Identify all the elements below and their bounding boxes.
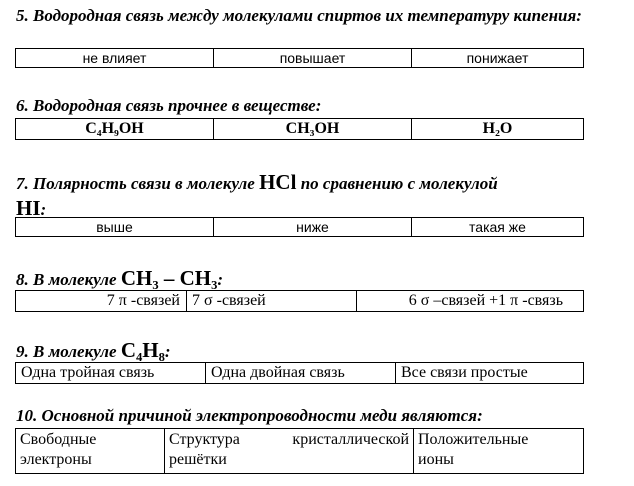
- answer-option[interactable]: CH₃OH: [214, 119, 412, 140]
- answer-option[interactable]: такая же: [412, 218, 584, 237]
- question-7-options: [15, 217, 584, 237]
- question-9-title: [16, 338, 616, 364]
- question-5-title: 5. Водородная связь между молекулами спиртов их температуру кипения:: [16, 6, 582, 25]
- answer-line: ионы: [418, 451, 454, 468]
- question-8-title: [16, 266, 616, 292]
- question-10-title: 10. Основной причиной электропроводности меди являются:: [16, 406, 483, 425]
- question-8-title-suffix: :: [217, 270, 224, 289]
- answer-line: электроны: [20, 451, 92, 468]
- answer-option[interactable]: [414, 429, 584, 474]
- question-9-title-suffix: :: [164, 342, 171, 361]
- answer-option[interactable]: [16, 429, 165, 474]
- question-8-formula: CH₃ – CH₃: [120, 266, 218, 290]
- answer-option[interactable]: [165, 429, 414, 474]
- answer-option[interactable]: Все связи простые: [396, 363, 584, 384]
- question-6-title: 6. Водородная связь прочнее в веществе:: [16, 96, 322, 115]
- question-8-title-prefix: 8. В молекуле: [16, 270, 117, 289]
- question-9-formula: C₄H₈: [120, 338, 165, 362]
- question-7-title-mid: по сравнению с молекулой: [300, 174, 498, 193]
- answer-line: решётки: [169, 451, 227, 468]
- answer-option[interactable]: 6 σ –связей +1 π -связь: [357, 291, 584, 312]
- answer-option[interactable]: ниже: [214, 218, 412, 237]
- question-9-title-prefix: 9. В молекуле: [16, 342, 117, 361]
- answer-option[interactable]: Одна тройная связь: [16, 363, 206, 384]
- question-7-title: [16, 170, 616, 222]
- question-8-options: [15, 290, 584, 312]
- question-7-title-prefix: 7. Полярность связи в молекуле: [16, 174, 255, 193]
- answer-option[interactable]: 7 σ -связей: [187, 291, 357, 312]
- question-10-options: [15, 428, 584, 474]
- answer-option[interactable]: повышает: [214, 49, 412, 68]
- answer-option[interactable]: понижает: [412, 49, 584, 68]
- answer-option[interactable]: 7 π -связей: [16, 291, 187, 312]
- answer-option[interactable]: Одна двойная связь: [206, 363, 396, 384]
- answer-line: Положительные: [418, 431, 529, 448]
- answer-option[interactable]: C₄H₉OH: [16, 119, 214, 140]
- question-7-formula-b: HI: [16, 196, 41, 220]
- answer-line: Структура кристаллической: [169, 431, 409, 448]
- answer-option[interactable]: H₂O: [412, 119, 584, 140]
- question-5-options: [15, 48, 584, 68]
- answer-option[interactable]: не влияет: [16, 49, 214, 68]
- question-9-options: [15, 362, 584, 384]
- answer-line: Свободные: [20, 431, 97, 448]
- question-6-options: [15, 118, 584, 140]
- question-7-formula-a: HCl: [259, 170, 297, 194]
- question-7-title-suffix: :: [40, 200, 47, 219]
- answer-option[interactable]: выше: [16, 218, 214, 237]
